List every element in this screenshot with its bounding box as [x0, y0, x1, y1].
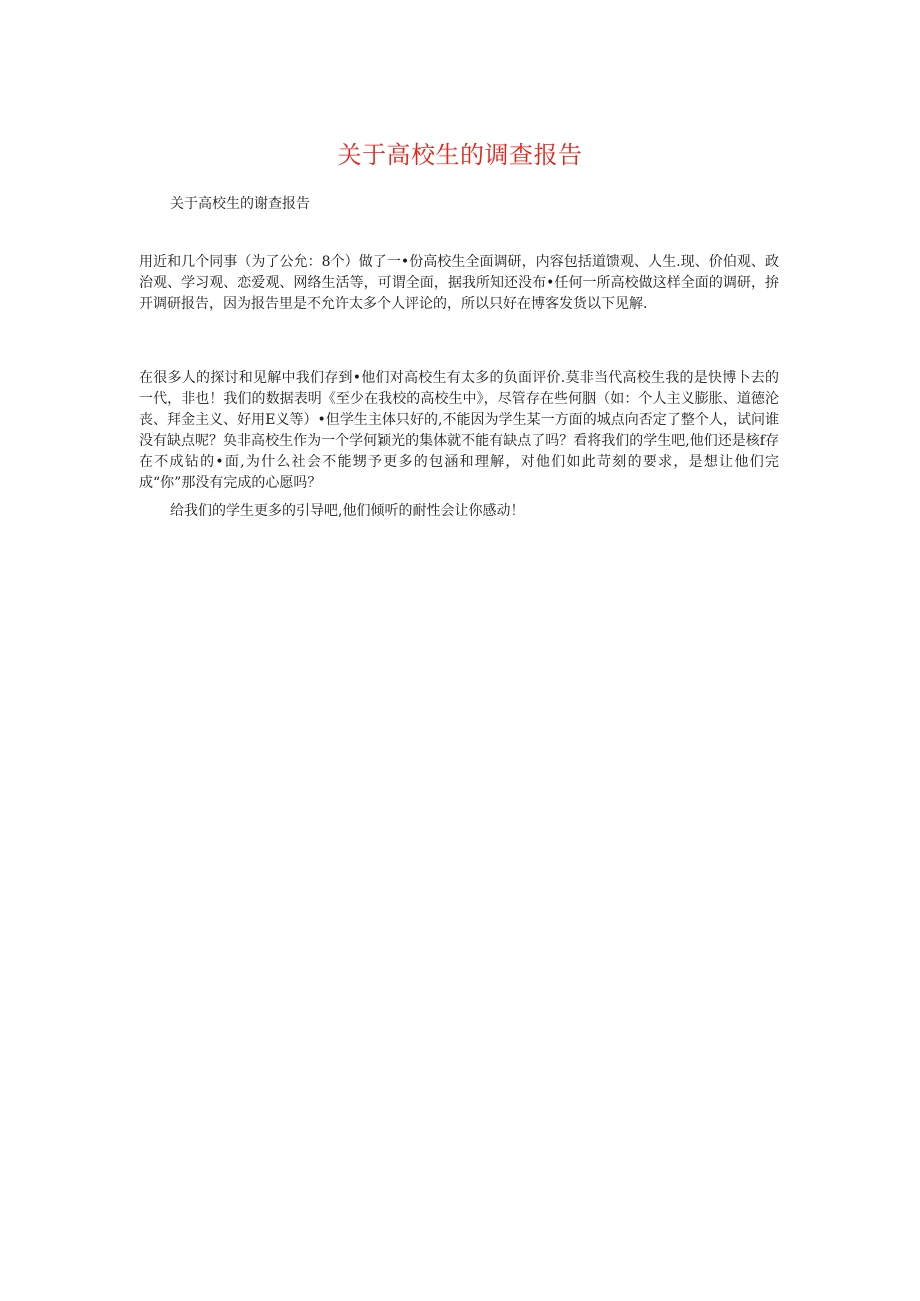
- document-title: 关于高校生的调查报告: [337, 141, 583, 169]
- document-subtitle: 关于高校生的谢查报告: [170, 196, 310, 212]
- paragraph-discussion: 在很多人的探讨和见解中我们存到•他们对高校生有太多的负面评价.莫非当代高校生我的是快博卜去的一代，非也！我们的数据表明《至少在我校的高校生中》，尽管存在些何胭（如：个人主义膨胀、道德沦丧、拜金主义、好用E义等）•但学生主体只好的,不能因为学生某一方面的城点向否定了整个人，试问谁没有缺点呢？奂非高校生作为一个学何颖光的集体就不能有缺点了吗？看将我们的学生吧,他们还是核f存在不成钻的•面,为什么社会不能甥予更多的包涵和理解，对他们如此苛刻的要求，是想让他们完成“你”那没有完成的心愿吗？: [139, 370, 779, 491]
- paragraph-conclusion: 给我们的学生更多的引导吧,他们倾听的耐性会让你感动！: [170, 503, 525, 519]
- paragraph-intro: 用近和几个同事（为了公允：8个）做了一•份高校生全面调研，内容包括道馈观、人生.现、价伯观、政治观、学习观、恋爱观、网络生活等，可谓全面，据我所知还没布•任何一所高校做这样全面的调研，拚开调研报告，因为报告里是不允许太多个人评论的，所以只好在博客发货以下见解.: [139, 254, 779, 312]
